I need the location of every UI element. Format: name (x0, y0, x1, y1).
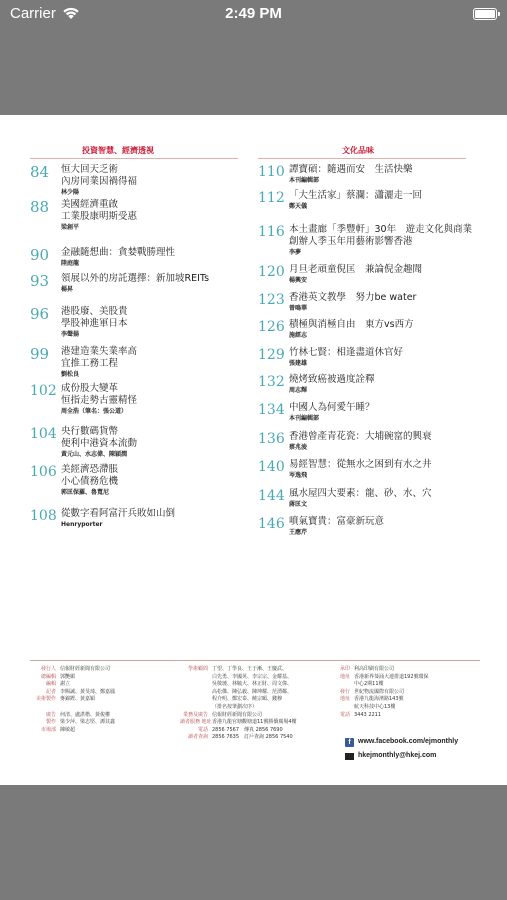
email-link[interactable] (345, 749, 458, 763)
entry-title-line: 從數字看阿富汗兵敗如山倒 (61, 508, 176, 519)
entry-author: 本刊編輯部 (289, 415, 320, 422)
entry-author: Henryporter (61, 521, 103, 528)
footer-row (330, 696, 429, 704)
right-section-title: 文化品味 (342, 146, 374, 155)
entry-text (61, 306, 238, 339)
entry-text (289, 347, 466, 368)
footer-label: 美術製作 (35, 696, 56, 703)
entry-title-line: 譚寶碩：隨遇而安 生活快樂 (289, 164, 413, 175)
entry-author: 施經志 (289, 332, 308, 339)
clock: 2:49 PM (225, 5, 282, 22)
entry-text (61, 508, 238, 529)
entry-title-line: 央行數碼貨幣 (61, 426, 119, 437)
footer-label: 廣告 (45, 711, 56, 718)
footer-row (330, 704, 429, 712)
footer-value: 2856 7635 訂戶查詢 2856 7540 (212, 734, 293, 741)
footer-label: 發行 (339, 688, 350, 695)
entry-text (289, 402, 466, 423)
footer-value: （排名按筆劃次序） (212, 703, 258, 710)
entry-title-line: 小心債務危機 (61, 476, 119, 487)
entry-title-line: 便利中港資本流動 (61, 438, 138, 449)
footer-value: 白先勇、李國英、李宗宗、金耀基、 (212, 673, 293, 680)
entry-author: 曾鳴華 (289, 305, 308, 312)
footer-row (30, 727, 115, 735)
entry-text (289, 516, 466, 537)
entry-title-line: 學股神進軍日本 (61, 318, 128, 329)
entry-text (289, 374, 466, 395)
toc-left-column (30, 145, 238, 528)
footer-row (180, 719, 297, 727)
divider (30, 158, 238, 159)
entry-title-line: 易經智慧：從無水之困到有水之井 (289, 459, 432, 470)
toc-right-column (258, 145, 473, 536)
entry-author: 鄭天儀 (289, 203, 308, 210)
entry-title-line: 中國人為何愛午睡？ (289, 402, 375, 413)
entry-author: 梁創平 (61, 224, 80, 231)
page-number: 96 (30, 305, 50, 323)
mail-icon (345, 753, 354, 760)
entry-author: 周全浩（筆名：張公道） (61, 408, 128, 415)
entry-author: 李聲揚 (61, 331, 80, 338)
status-bar (0, 0, 507, 30)
footer-label: 市場部 (40, 726, 56, 733)
footer-value: 香港新界葵涌大連排道192號環保 (354, 673, 429, 680)
footer-value: 程介明、鄭宏泰、饒宗頤、錢穆 (212, 696, 283, 703)
footer-label: 發行人 (40, 666, 56, 672)
footer-value: 李賜誠、黃旻琦、鄭嘉鳳 (60, 688, 116, 695)
entry-author: 李夢 (289, 249, 302, 256)
entry-title-line: 月旦老頑童倪匡 兼論倪金趣聞 (289, 264, 423, 275)
footer-value: 何清、盧湛楷、黃俊權 (60, 711, 111, 718)
entry-title-line: 「大生活家」蔡瀾：瀟灑走一回 (289, 190, 423, 201)
entry-title-line: 美經濟恐滯脹 (61, 464, 119, 475)
divider (258, 158, 466, 159)
page-number: 120 (258, 264, 285, 280)
entry-text (289, 164, 466, 185)
footer-label: 製作 (45, 719, 56, 726)
carrier-label: Carrier (10, 5, 56, 22)
entry-title-line: 成份股大變革 (61, 383, 119, 394)
footer-row (30, 719, 115, 727)
page-number: 90 (30, 246, 50, 264)
footer-publisher-info (30, 666, 115, 734)
footer-label: 電話 (197, 726, 208, 733)
footer-label: 讀者服務 地址 (180, 719, 212, 726)
page-number: 84 (30, 163, 50, 181)
entry-title-line: 香港曾產青花瓷：大埔碗窰的興衰 (289, 431, 432, 442)
divider (30, 660, 480, 661)
entry-title-line: 領展以外的房託選擇：新加坡REITs (61, 273, 210, 284)
page-number: 123 (258, 292, 285, 308)
entry-author: 周志輝 (289, 387, 308, 394)
entry-title-line: 宜推工務工程 (61, 358, 119, 369)
footer-value: 謝立 (60, 681, 71, 688)
page-number: 146 (258, 516, 285, 532)
entry-text (289, 264, 466, 285)
page-number: 134 (258, 402, 285, 418)
footer-label: 編輯 (45, 681, 56, 688)
footer-value: 吳敬璉、林毓大、林正財、周文偉、 (212, 681, 293, 688)
entry-author: 王應芹 (289, 529, 308, 536)
page-number: 93 (30, 272, 50, 290)
footer-row (30, 696, 115, 704)
page-number: 129 (258, 347, 285, 363)
footer-row (30, 666, 115, 674)
entry-text (61, 346, 238, 379)
page-number: 132 (258, 374, 285, 390)
footer-value: 丁望、丁學良、王于漸、王慶武、 (212, 666, 288, 672)
page-number: 106 (30, 464, 57, 480)
footer-row (330, 681, 429, 689)
footer-value: 2856 7567 傳真 2856 7690 (212, 726, 283, 733)
entry-author: 岑逸飛 (289, 472, 308, 479)
footer-label: 學術顧問 (187, 666, 208, 672)
page-number: 144 (258, 488, 285, 504)
footer-row (330, 666, 429, 674)
footer-label: 業務及廣告 (182, 711, 208, 718)
entry-title-line: 港股廢、美股貴 (61, 306, 128, 317)
entry-text (289, 431, 466, 452)
page-number: 88 (30, 198, 50, 216)
facebook-link[interactable] (345, 735, 458, 749)
entry-title-line: 內房同業因禍得福 (61, 176, 138, 187)
entry-title-line: 恒大回天乏術 (61, 164, 119, 175)
entry-title-line: 噴氣寶貴：富豪新玩意 (289, 516, 385, 527)
entry-author: 本刊編輯部 (289, 177, 320, 184)
footer-printer-info (330, 666, 429, 719)
page-number: 116 (258, 224, 285, 240)
footer-advisors-info (180, 666, 297, 742)
entry-author: 張建雄 (289, 360, 308, 367)
page-number: 140 (258, 459, 285, 475)
email-address: hkejmonthly@hkej.com (358, 752, 437, 760)
entry-title-line: 工業股康明斯受惠 (61, 211, 138, 222)
entry-text (61, 383, 238, 416)
footer-label: 承印 (339, 666, 350, 672)
entry-text (289, 319, 466, 340)
footer-value: 航天科技中心13樓 (354, 703, 396, 710)
entry-title-line: 本土畫廊「季豐軒」30年 遊走文化與商業 (289, 224, 473, 235)
footer-value: 梁少萍、梁志堅、譚其鑫 (60, 719, 116, 726)
entry-title-line: 港建造業失業率高 (61, 346, 138, 357)
entry-author: 黃元山、水志偉、陳穎潤 (61, 451, 128, 458)
footer-value: 3443 2211 (354, 711, 382, 718)
entry-title-line: 風水屋四大要素：龍、砂、水、穴 (289, 488, 432, 499)
entry-author: 蔣匡文 (289, 501, 308, 508)
footer-row (180, 696, 297, 704)
entry-author: 陸庭龍 (61, 260, 80, 267)
page-number: 104 (30, 426, 57, 442)
entry-author: 劉松良 (61, 371, 80, 378)
footer-value: 中心2期11樓 (354, 681, 384, 688)
footer-value: 香港九龍官塘觀塘道11號勝僑廣場4樓 (212, 719, 297, 726)
entry-text (289, 224, 473, 257)
entry-text (289, 190, 466, 211)
footer-value: 利高印刷有限公司 (354, 666, 395, 672)
entry-title-line: 燒烤致癌被過度詮釋 (289, 374, 375, 385)
page-number: 136 (258, 431, 285, 447)
footer-value: 高松傑、陳弘毅、陳坤耀、范湧鄰、 (212, 688, 293, 695)
footer-label: 地址 (339, 696, 350, 703)
entry-text (61, 273, 238, 294)
footer-value: 信報財經新聞有限公司 (60, 666, 111, 672)
page-number: 99 (30, 345, 50, 363)
entry-title-line: 恒指走勢古靈精怪 (61, 395, 138, 406)
footer-row (180, 681, 297, 689)
entry-title-line: 竹林七賢：相逢盡道休官好 (289, 347, 404, 358)
right-section-header (258, 145, 466, 159)
page-number: 126 (258, 319, 285, 335)
entry-author: 郭匡保羅、魯寬尼 (61, 489, 110, 496)
page-number: 112 (258, 190, 285, 206)
facebook-url: www.facebook.com/ejmonthly (358, 738, 459, 746)
left-section-title: 投資智慧、經濟透視 (82, 146, 154, 155)
entry-title-line: 金融隨想曲：貪婪戰勝理性 (61, 247, 176, 258)
entry-author: 蔡兆浚 (289, 444, 308, 451)
footer-label: 總編輯 (40, 673, 56, 680)
entry-title-line: 香港英文教學 努力be water (289, 292, 417, 303)
entry-title-line: 美國經濟重啟 (61, 199, 119, 210)
page-number: 102 (30, 383, 57, 399)
page-number: 110 (258, 164, 285, 180)
facebook-icon: f (345, 738, 354, 747)
footer-label: 讀者查詢 (187, 734, 208, 741)
footer-row (30, 704, 115, 712)
entry-author: 林少陽 (61, 189, 80, 196)
entry-text (61, 164, 238, 197)
battery-icon (473, 8, 497, 20)
entry-text (61, 199, 238, 232)
footer-value: 信報財經新聞有限公司 (212, 711, 263, 718)
footer-row (180, 666, 297, 674)
magazine-page (0, 115, 507, 785)
footer-value: 陳敏超 (60, 726, 76, 733)
footer-label: 電話 (339, 711, 350, 718)
footer-row (330, 712, 429, 720)
entry-text (289, 292, 466, 313)
entry-author: 楊昇 (61, 286, 74, 293)
footer-value: 香港九龍海濱路143號 (354, 696, 404, 703)
left-section-header (30, 145, 238, 159)
entry-text (289, 459, 466, 480)
entry-title-line: 積極與消極自由 東方vs西方 (289, 319, 414, 330)
footer-row (30, 674, 115, 682)
footer-value: 麥錦鏗、黃嘉穎 (60, 696, 96, 703)
entry-title-line: 創辦人季玉年用藝術影響香港 (289, 236, 413, 247)
footer-label: 地址 (339, 673, 350, 680)
footer-label: 記者 (45, 688, 56, 695)
social-links (345, 735, 458, 763)
footer-row (180, 734, 297, 742)
footer-value: 郭艷媚 (60, 673, 76, 680)
footer-row (30, 681, 115, 689)
entry-text (289, 488, 466, 509)
footer-value: 世紀物流國際有限公司 (354, 688, 405, 695)
page-number: 108 (30, 508, 57, 524)
entry-author: 楊興安 (289, 277, 308, 284)
entry-text (61, 464, 238, 497)
entry-text (61, 426, 238, 459)
footer-row (180, 704, 297, 712)
entry-text (61, 247, 238, 268)
